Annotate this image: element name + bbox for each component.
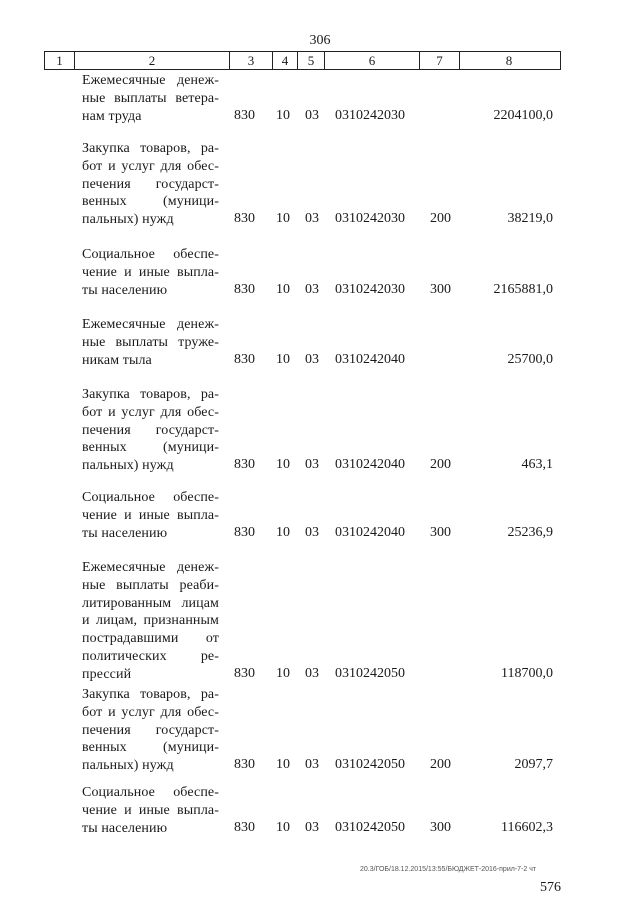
description-line: ты населению [82, 525, 168, 541]
cell-amount: 2097,7 [514, 757, 553, 773]
description-line: печения государст- [82, 176, 219, 192]
cell-target-article: 0310242050 [335, 819, 405, 835]
page-number-top: 306 [309, 33, 331, 48]
description-line: венных (муници- [82, 194, 219, 210]
cell-amount: 25236,9 [507, 524, 553, 540]
description-line: печения государст- [82, 422, 219, 438]
cell-subsection: 03 [305, 819, 319, 835]
description-line: Ежемесячные денеж- [82, 317, 219, 332]
cell-expense-type: 200 [430, 457, 451, 473]
description-line: ные выплаты реаби- [82, 577, 219, 593]
cell-subsection: 03 [305, 281, 319, 297]
cell-section: 10 [276, 524, 290, 540]
description-line: чение и иные выпла- [82, 507, 219, 523]
description-line: Закупка товаров, ра- [82, 141, 219, 156]
description-line: бот и услуг для обес- [82, 158, 219, 174]
header-col-3: 3 [230, 52, 273, 69]
cell-subsection: 03 [305, 351, 319, 367]
cell-expense-type: 300 [430, 524, 451, 540]
footer-document-code: 20.3/ГОБ/18.12.2015/13:55/БЮДЖЕТ-2016-прил-7-2 чт [360, 866, 537, 873]
cell-amount: 25700,0 [507, 351, 553, 367]
description-line: пальных) нужд [82, 458, 174, 474]
description-line: Закупка товаров, ра- [82, 387, 219, 402]
description-line: и лицам, признанным [82, 613, 219, 629]
description-line: литированным лицам [82, 595, 219, 611]
description-line: чение и иные выпла- [82, 264, 219, 280]
cell-expense-type: 200 [430, 211, 451, 227]
cell-subsection: 03 [305, 757, 319, 773]
cell-target-article: 0310242040 [335, 351, 405, 367]
description-line: никам тыла [82, 352, 152, 368]
description-line: ты населению [82, 820, 168, 836]
row-description [82, 559, 219, 684]
description-line: прессий [82, 666, 132, 682]
cell-subsection: 03 [305, 524, 319, 540]
description-line: ные выплаты труже- [82, 334, 219, 350]
cell-ministry-code: 830 [234, 524, 255, 540]
cell-section: 10 [276, 757, 290, 773]
description-line: политических ре- [82, 648, 219, 664]
cell-amount: 2165881,0 [493, 281, 553, 297]
row-description [82, 72, 219, 125]
cell-ministry-code: 830 [234, 757, 255, 773]
description-line: пальных) нужд [82, 212, 174, 228]
description-line: Социальное обеспе- [82, 490, 219, 505]
description-line: Социальное обеспе- [82, 247, 219, 262]
description-line: чение и иные выпла- [82, 802, 219, 818]
cell-expense-type: 300 [430, 281, 451, 297]
cell-section: 10 [276, 819, 290, 835]
cell-subsection: 03 [305, 211, 319, 227]
cell-ministry-code: 830 [234, 665, 255, 681]
cell-section: 10 [276, 457, 290, 473]
cell-section: 10 [276, 107, 290, 123]
cell-target-article: 0310242030 [335, 211, 405, 227]
row-description [82, 140, 219, 229]
table-header-row [44, 51, 561, 70]
row-description [82, 246, 219, 299]
cell-subsection: 03 [305, 107, 319, 123]
description-line: венных (муници- [82, 440, 219, 456]
cell-amount: 116602,3 [501, 819, 553, 835]
row-description [82, 784, 219, 837]
cell-target-article: 0310242040 [335, 524, 405, 540]
cell-ministry-code: 830 [234, 211, 255, 227]
header-col-4: 4 [273, 52, 298, 69]
cell-expense-type: 200 [430, 757, 451, 773]
page-number-bottom: 576 [540, 880, 561, 895]
description-line: Социальное обеспе- [82, 785, 219, 800]
description-line: бот и услуг для обес- [82, 704, 219, 720]
cell-amount: 38219,0 [507, 211, 553, 227]
row-description [82, 489, 219, 542]
cell-target-article: 0310242050 [335, 665, 405, 681]
cell-ministry-code: 830 [234, 819, 255, 835]
header-col-1: 1 [45, 52, 75, 69]
header-col-8: 8 [505, 53, 513, 68]
cell-target-article: 0310242030 [335, 281, 405, 297]
header-col-5: 5 [298, 52, 325, 69]
cell-section: 10 [276, 351, 290, 367]
header-col-7: 7 [420, 52, 460, 69]
description-line: бот и услуг для обес- [82, 404, 219, 420]
description-line: Ежемесячные денеж- [82, 73, 219, 88]
cell-section: 10 [276, 665, 290, 681]
cell-ministry-code: 830 [234, 351, 255, 367]
cell-subsection: 03 [305, 665, 319, 681]
description-line: нам труда [82, 108, 142, 124]
header-col-2: 2 [75, 52, 230, 69]
cell-target-article: 0310242050 [335, 757, 405, 773]
cell-target-article: 0310242030 [335, 107, 405, 123]
description-line: ные выплаты ветера- [82, 90, 219, 106]
cell-section: 10 [276, 281, 290, 297]
row-description [82, 386, 219, 475]
cell-amount: 463,1 [521, 457, 553, 473]
row-description [82, 686, 219, 775]
cell-ministry-code: 830 [234, 107, 255, 123]
cell-ministry-code: 830 [234, 281, 255, 297]
description-line: печения государст- [82, 722, 219, 738]
description-line: пострадавшими от [82, 631, 219, 647]
cell-section: 10 [276, 211, 290, 227]
cell-amount: 2204100,0 [493, 107, 553, 123]
description-line: пальных) нужд [82, 758, 174, 774]
description-line: Ежемесячные денеж- [82, 560, 219, 575]
cell-subsection: 03 [305, 457, 319, 473]
header-col-6: 6 [325, 52, 420, 69]
cell-ministry-code: 830 [234, 457, 255, 473]
description-line: ты населению [82, 282, 168, 298]
description-line: Закупка товаров, ра- [82, 687, 219, 702]
cell-amount: 118700,0 [501, 665, 553, 681]
description-line: венных (муници- [82, 740, 219, 756]
cell-target-article: 0310242040 [335, 457, 405, 473]
row-description [82, 316, 219, 369]
cell-expense-type: 300 [430, 819, 451, 835]
